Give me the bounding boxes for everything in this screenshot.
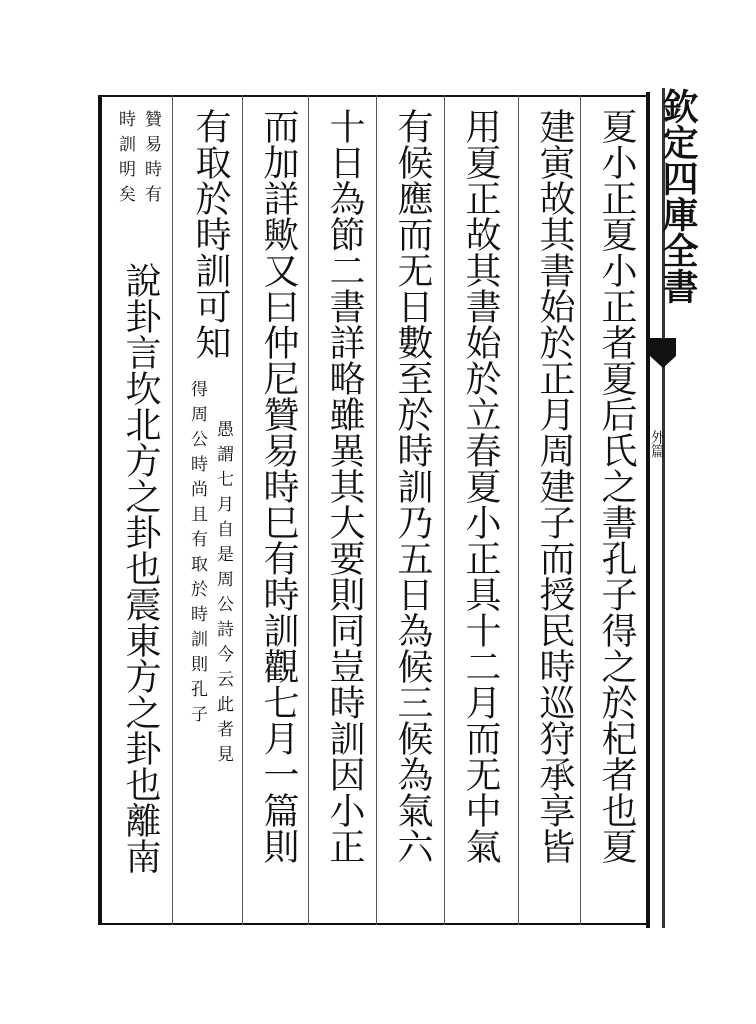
commentary-right: 贊易時有 (141, 110, 161, 210)
column-divider (518, 95, 519, 925)
fishtail-mark-icon (650, 338, 676, 368)
text-column-3: 用夏正故其書始於立春夏小正具十二月而无中氣 (460, 108, 501, 864)
text-column-4: 有候應而无日數至於時訓乃五日為候三候為氣六 (392, 108, 433, 864)
column-divider (376, 95, 377, 925)
commentary-left: 得周公時尚且有取於時訓則孔子 (187, 380, 207, 730)
book-title: 欽定四庫全書 (657, 88, 699, 304)
column-divider (444, 95, 445, 925)
column-divider (308, 95, 309, 925)
text-column-8: 說卦言坎北方之卦也震東方之卦也離南 (120, 262, 161, 874)
commentary-left: 時訓明矣 (115, 110, 135, 210)
column-divider (242, 95, 243, 925)
text-column-6: 而加詳歟又曰仲尼贊易時巳有時訓觀七月一篇則 (258, 108, 299, 864)
text-column-1: 夏小正夏小正者夏后氏之書孔子得之於杞者也夏 (596, 108, 637, 864)
text-column-2: 建寅故其書始於正月周建子而授民時巡狩承享皆 (534, 108, 575, 864)
commentary-right: 愚謂七月自是周公詩今云此者見 (213, 420, 233, 770)
section-label: 外篇 (649, 430, 665, 458)
text-column-5: 十日為節二書詳略雖異其大要則同豈時訓因小正 (324, 108, 365, 864)
column-divider (580, 95, 581, 925)
text-column-7: 有取於時訓可知 (190, 108, 231, 360)
margin-rule (646, 92, 650, 928)
column-divider (172, 95, 173, 925)
